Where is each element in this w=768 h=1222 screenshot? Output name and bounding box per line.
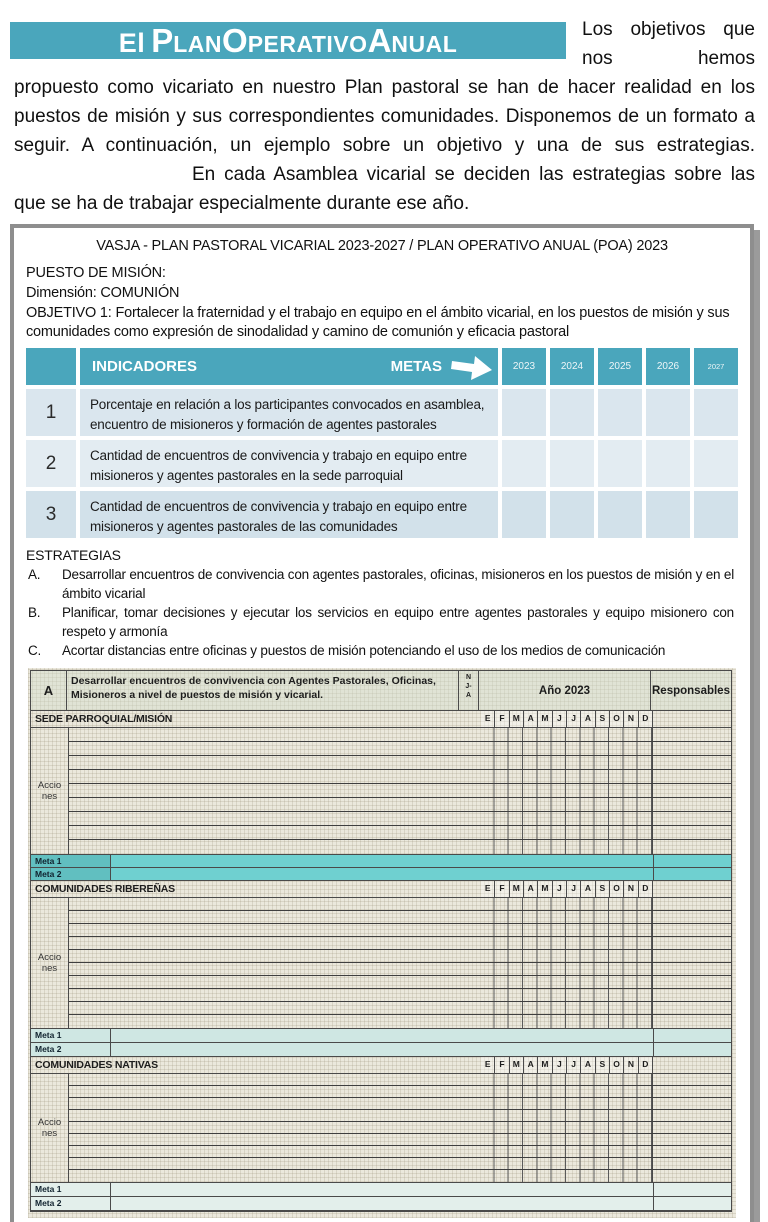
meta-cell-empty [502, 440, 546, 487]
month-cell: F [495, 1057, 509, 1073]
meta2-row-sede [31, 868, 731, 881]
strategy-description-cell: Desarrollar encuentros de convivencia con Agentes Pastorales, Oficinas, Misioneros a nivel de puestos de misión y vicarial. [67, 671, 459, 710]
metas-label: METAS [390, 358, 442, 375]
month-cell: F [495, 881, 509, 897]
indicadores-label: INDICADORES [92, 358, 198, 375]
accion-row [69, 1158, 731, 1170]
month-cell: J [553, 1057, 567, 1073]
meta-cell-empty [550, 491, 594, 538]
estrategia-c [26, 641, 738, 660]
acciones-rows [69, 898, 731, 1028]
month-cell: A [581, 1057, 595, 1073]
month-cell: D [639, 1057, 653, 1073]
month-cell: A [524, 1057, 538, 1073]
scanned-plan-sheet-photo [28, 668, 736, 1218]
estrategias-heading: ESTRATEGIAS [26, 547, 121, 563]
acciones-rows [69, 728, 731, 854]
acciones-block-nativas [31, 1074, 731, 1183]
month-cell: M [510, 1057, 524, 1073]
accion-row [69, 950, 731, 963]
page-title-banner [10, 22, 566, 59]
estrategia-b [26, 603, 738, 641]
estrategia-text: Desarrollar encuentros de convivencia con agentes pastorales, oficinas, misioneros en los puestos de misión y en el ámbito vicarial [62, 567, 734, 601]
month-cell: M [538, 881, 552, 897]
acciones-block-riberenas [31, 898, 731, 1029]
month-cell: E [481, 1057, 495, 1073]
dimension-line: Dimensión: COMUNIÓN [26, 285, 180, 301]
meta-cell-empty [694, 389, 738, 436]
year-2023-cell: Año 2023 [479, 671, 651, 710]
indicator-row-2 [26, 440, 738, 487]
estrategia-letter: A. [28, 567, 41, 582]
accion-row [69, 1170, 731, 1182]
month-cell: A [581, 881, 595, 897]
meta2-row-riberenas [31, 1043, 731, 1057]
row-number: 3 [26, 491, 76, 538]
estrategia-letter: B. [28, 605, 41, 620]
month-cell: J [567, 711, 581, 727]
accion-row [69, 826, 731, 840]
meta-cell-empty [502, 389, 546, 436]
row-number: 1 [26, 389, 76, 436]
plan-sheet-table [30, 670, 732, 1212]
month-cell: O [610, 711, 624, 727]
section-riberenas-row [31, 881, 731, 898]
month-cell: J [567, 881, 581, 897]
section-name: SEDE PARROQUIAL/MISIÓN [35, 713, 173, 725]
nja-line: A [465, 691, 472, 699]
month-cell: O [610, 1057, 624, 1073]
year-header-2027: 2027 [694, 348, 738, 385]
nja-line: N [465, 674, 472, 681]
meta2-label: Meta 2 [31, 1197, 111, 1210]
title-word-lan: LAN [173, 31, 223, 57]
indicator-row-1 [26, 389, 738, 436]
accion-row [69, 798, 731, 812]
month-cell: J [567, 1057, 581, 1073]
month-cell: D [639, 711, 653, 727]
title-word-el: El [118, 28, 146, 58]
month-cell: E [481, 881, 495, 897]
title-letter-a: A [367, 22, 392, 59]
meta2-label: Meta 2 [31, 1043, 111, 1056]
accion-row [69, 924, 731, 937]
meta-cell-empty [694, 491, 738, 538]
meta-cell-empty [598, 440, 642, 487]
metas-arrow-icon [450, 352, 494, 382]
section-name: COMUNIDADES RIBEREÑAS [35, 883, 175, 895]
month-cell: S [596, 1057, 610, 1073]
accion-row [69, 1098, 731, 1110]
objetivo-line: OBJETIVO 1: Fortalecer la fraternidad y el trabajo en equipo en el ámbito vicarial, en los puestos de misión y sus comunidades como expresión de sinodalidad y camino de comunión y eficacia pastoral [26, 305, 730, 340]
acciones-block-sede [31, 728, 731, 855]
responsables-header-cell: Responsables [652, 684, 730, 697]
section-nativas-row [31, 1057, 731, 1074]
acciones-label: Accio nes [31, 1074, 69, 1182]
document-title: VASJA - PLAN PASTORAL VICARIAL 2023-2027 / PLAN OPERATIVO ANUAL (POA) 2023 [96, 238, 668, 254]
intro-part1: Los objetivos que nos hemos propuesto como vicariato en nuestro Plan pastoral se han de hacer realidad en los puestos de misión y sus correspondientes comunidades. Disponemos de un formato a seguir. A continuación, un ejemplo sobre un objetivo y una de sus estrategias. [14, 19, 755, 156]
indicators-table [26, 348, 738, 538]
accion-row [69, 728, 731, 742]
accion-row [69, 756, 731, 770]
accion-row [69, 1074, 731, 1086]
meta-cell-empty [550, 389, 594, 436]
month-cell: A [524, 881, 538, 897]
estrategia-text: Acortar distancias entre oficinas y puestos de misión potenciando el uso de los medios de comunicación [62, 643, 666, 658]
meta1-label: Meta 1 [31, 1183, 111, 1196]
month-cell: N [624, 711, 638, 727]
accion-row [69, 1002, 731, 1015]
nja-line: J- [465, 682, 472, 690]
acciones-rows [69, 1074, 731, 1182]
month-cell: O [610, 881, 624, 897]
month-cell: S [596, 711, 610, 727]
accion-row [69, 963, 731, 976]
meta-cell-empty [646, 440, 690, 487]
month-header-strip [481, 1057, 653, 1073]
month-cell: J [553, 711, 567, 727]
month-cell: F [495, 711, 509, 727]
meta1-label: Meta 1 [31, 1029, 111, 1042]
accion-row [69, 742, 731, 756]
accion-row [69, 898, 731, 911]
accion-row [69, 770, 731, 784]
accion-row [69, 840, 731, 854]
section-name: COMUNIDADES NATIVAS [35, 1059, 158, 1071]
indicator-text: Porcentaje en relación a los participantes convocados en asamblea, encuentro de misioneros y formación de agentes pastorales [80, 389, 498, 436]
month-cell: A [524, 711, 538, 727]
acciones-label: Accio nes [31, 898, 69, 1028]
meta-cell-empty [646, 491, 690, 538]
accion-row [69, 784, 731, 798]
accion-row [69, 1122, 731, 1134]
year-header-2026: 2026 [646, 348, 690, 385]
estrategia-text: Planificar, tomar decisiones y ejecutar los servicios en equipo entre agentes pastorales y equipo misionero con respeto y armonía [62, 605, 734, 639]
title-letter-o: O [222, 22, 248, 59]
sheet-header-row [31, 671, 731, 711]
section-sede-row [31, 711, 731, 728]
responsables-blank [653, 711, 731, 727]
title-word-perativo: PERATIVO [247, 31, 368, 57]
meta-cell-empty [598, 389, 642, 436]
month-cell: J [553, 881, 567, 897]
estrategia-a [26, 565, 738, 603]
meta-cell-empty [502, 491, 546, 538]
intro-part2: En cada Asamblea vicarial se deciden las estrategias sobre las que se ha de trabajar especialmente durante ese año. [14, 164, 755, 214]
accion-row [69, 1134, 731, 1146]
year-header-2024: 2024 [550, 348, 594, 385]
header-blank-cell [26, 348, 76, 385]
meta1-label: Meta 1 [31, 855, 111, 867]
strategy-letter-cell: A [31, 671, 67, 710]
accion-row [69, 1146, 731, 1158]
accion-row [69, 976, 731, 989]
mission-header-block [26, 264, 738, 342]
month-cell: E [481, 711, 495, 727]
month-cell: N [624, 881, 638, 897]
month-cell: M [538, 711, 552, 727]
nja-column-cell [459, 671, 479, 710]
month-cell: D [639, 881, 653, 897]
row-number: 2 [26, 440, 76, 487]
meta1-row-nativas [31, 1183, 731, 1197]
month-cell: M [538, 1057, 552, 1073]
responsables-blank [653, 881, 731, 897]
accion-row [69, 1086, 731, 1098]
responsables-blank [653, 1057, 731, 1073]
indicators-header-row [26, 348, 738, 385]
poa-document [10, 224, 754, 1222]
meta2-label: Meta 2 [31, 868, 111, 880]
metas-label-group [391, 352, 490, 382]
accion-row [69, 1110, 731, 1122]
month-header-strip [481, 881, 653, 897]
year-header-2023: 2023 [502, 348, 546, 385]
meta-cell-empty [598, 491, 642, 538]
meta1-row-riberenas [31, 1029, 731, 1043]
meta-cell-empty [646, 389, 690, 436]
accion-row [69, 989, 731, 1002]
accion-row [69, 937, 731, 950]
indicator-text: Cantidad de encuentros de convivencia y trabajo en equipo entre misioneros y agentes pastorales en la sede parroquial [80, 440, 498, 487]
estrategias-section [26, 547, 738, 660]
header-indicadores-cell [80, 348, 498, 385]
title-letter-p: P [151, 22, 174, 59]
accion-row [69, 812, 731, 826]
accion-row [69, 1015, 731, 1028]
meta1-row-sede [31, 855, 731, 868]
month-cell: M [510, 711, 524, 727]
indicator-text: Cantidad de encuentros de convivencia y trabajo en equipo entre misioneros y agentes pastorales de las comunidades [80, 491, 498, 538]
month-cell: N [624, 1057, 638, 1073]
accion-row [69, 911, 731, 924]
meta-cell-empty [550, 440, 594, 487]
indicator-row-3 [26, 491, 738, 538]
acciones-label: Accio nes [31, 728, 69, 854]
puesto-de-mision: PUESTO DE MISIÓN: [26, 265, 166, 281]
meta2-row-nativas [31, 1197, 731, 1211]
month-cell: S [596, 881, 610, 897]
month-cell: A [581, 711, 595, 727]
meta-cell-empty [694, 440, 738, 487]
month-header-strip [481, 711, 653, 727]
year-header-2025: 2025 [598, 348, 642, 385]
estrategia-letter: C. [28, 643, 42, 658]
month-cell: M [510, 881, 524, 897]
title-word-nual: NUAL [391, 31, 458, 57]
